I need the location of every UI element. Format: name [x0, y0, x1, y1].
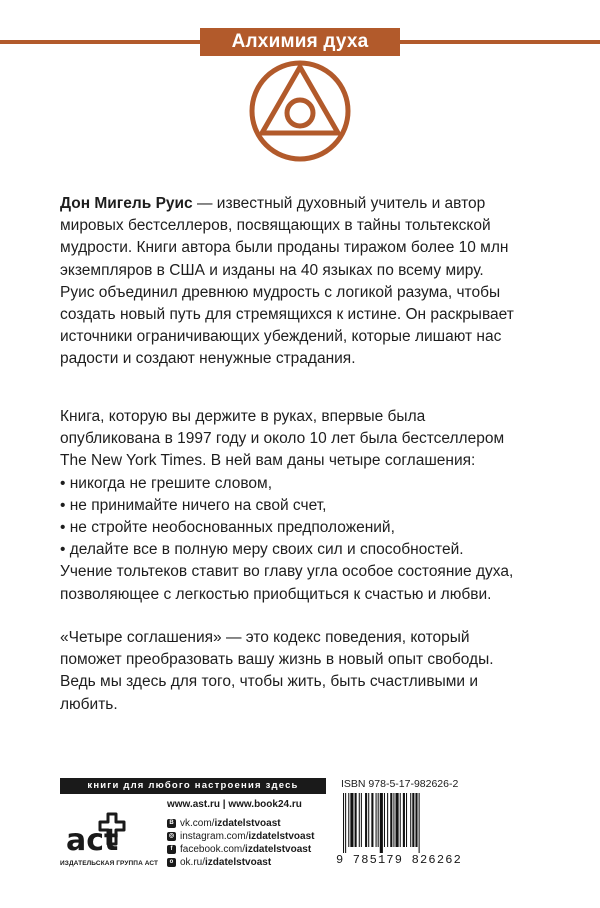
author-paragraph — [60, 193, 560, 371]
book-paragraph — [60, 406, 560, 606]
circle-triangle-circle-emblem-icon — [247, 58, 353, 164]
text-line: экземпляров в США и изданы на 40 языках по всему миру. — [60, 261, 484, 279]
barcode-bar — [371, 793, 373, 847]
author-name: Дон Мигель Руис — [60, 195, 193, 212]
barcode-bar — [355, 793, 357, 847]
social-odnoklassniki[interactable] — [167, 856, 315, 869]
ast-logo — [64, 808, 126, 858]
social-handle: izdatelstvoast — [245, 844, 312, 855]
barcode-bar — [368, 793, 369, 847]
barcode-bar — [376, 793, 377, 847]
barcode-bar — [396, 793, 399, 847]
text-line: Руис объединил древнюю мудрость с логикой разума, чтобы — [60, 283, 501, 301]
isbn: ISBN 978-5-17-982626-2 — [341, 778, 459, 790]
social-prefix: instagram.com/ — [180, 831, 249, 842]
barcode-bar — [406, 793, 407, 847]
text-line: Книга, которую вы держите в руках, впервые была — [60, 408, 426, 425]
agreement-item: • не принимайте ничего на свой счет, — [60, 496, 327, 514]
text-line: любить. — [60, 695, 118, 713]
tagline-bar: книги для любого настроения здесь — [60, 778, 326, 794]
facebook-icon: f — [167, 845, 176, 854]
agreement-item: • делайте все в полную меру своих сил и способностей. — [60, 541, 464, 559]
instagram-icon: ◎ — [168, 833, 175, 839]
text-line: создать новый путь для стремящихся к истине. Он раскрывает — [60, 306, 514, 324]
agreement-item: • не стройте необоснованных предположений, — [60, 519, 395, 537]
barcode-bar — [343, 793, 344, 853]
barcode-bar — [403, 793, 405, 847]
barcode-bar — [387, 793, 388, 847]
header-rule-left — [0, 40, 200, 44]
odnoklassniki-icon: o — [167, 858, 176, 867]
social-handle: izdatelstvoast — [248, 831, 315, 842]
social-prefix: facebook.com/ — [180, 844, 246, 855]
text-line: радости и создают ненужные страдания. — [60, 350, 356, 368]
barcode-bar — [350, 793, 353, 847]
ast-logo-text: act — [66, 823, 119, 858]
social-instagram[interactable] — [167, 830, 315, 843]
text-line: Учение тольтеков ставит во главу угла особое состояние духа, — [60, 563, 514, 581]
social-prefix: vk.com/ — [180, 818, 215, 829]
text-line: мудрости. Книги автора были проданы тиражом более 10 млн — [60, 239, 509, 257]
barcode-bar — [361, 793, 362, 847]
closing-paragraph — [60, 627, 560, 716]
series-title: Алхимия духа — [200, 28, 400, 56]
vk-icon: B — [167, 819, 176, 828]
barcode-bar — [348, 793, 349, 847]
barcode-bar — [390, 793, 392, 847]
barcode-digits: 9 785179 826262 — [336, 853, 463, 867]
barcode-bar — [345, 793, 346, 853]
barcode-bar — [393, 793, 394, 847]
barcode-bar — [380, 793, 383, 853]
barcode-bar — [412, 793, 414, 847]
text-line: поможет преобразовать вашу жизнь в новый опыт свободы. — [60, 651, 494, 669]
social-handle: izdatelstvoast — [205, 857, 272, 868]
social-prefix: ok.ru/ — [180, 857, 206, 868]
text-line: «Четыре соглашения» — это кодекс поведения, который — [60, 629, 470, 646]
barcode-bar — [400, 793, 401, 847]
header-rule-right — [400, 40, 600, 44]
social-vk[interactable] — [167, 817, 315, 830]
barcode-bar — [410, 793, 411, 847]
barcode-bar — [419, 793, 420, 853]
social-handle: izdatelstvoast — [214, 818, 281, 829]
text-line: The New York Times. В ней вам даны четыре соглашения: — [60, 452, 476, 470]
social-facebook[interactable] — [167, 843, 315, 856]
barcode-bar — [359, 793, 360, 847]
barcode-bar — [415, 793, 417, 847]
text-line-rest: — известный духовный учитель и автор — [192, 195, 486, 212]
barcode-icon — [341, 793, 449, 853]
social-links — [167, 817, 315, 869]
barcode-bar — [365, 793, 367, 847]
websites-link[interactable]: www.ast.ru | www.book24.ru — [167, 799, 302, 810]
publisher-group: ИЗДАТЕЛЬСКАЯ ГРУППА АСТ — [60, 860, 159, 867]
text-line: Ведь мы здесь для того, чтобы жить, быть счастливыми и — [60, 673, 478, 691]
barcode-bar — [378, 793, 379, 847]
text-line: позволяющее с легкостью приобщиться к счастью и любви. — [60, 585, 492, 603]
text-line: опубликована в 1997 году и около 10 лет была бестселлером — [60, 430, 505, 448]
text-line: мировых бестселлеров, посвящающих в тайны тольтекской — [60, 217, 491, 235]
text-line: источники ограничивающих убеждений, которые лишают нас — [60, 328, 502, 346]
text-line — [60, 193, 560, 215]
barcode-bar — [384, 793, 385, 847]
agreement-item: • никогда не грешите словом, — [60, 474, 273, 492]
